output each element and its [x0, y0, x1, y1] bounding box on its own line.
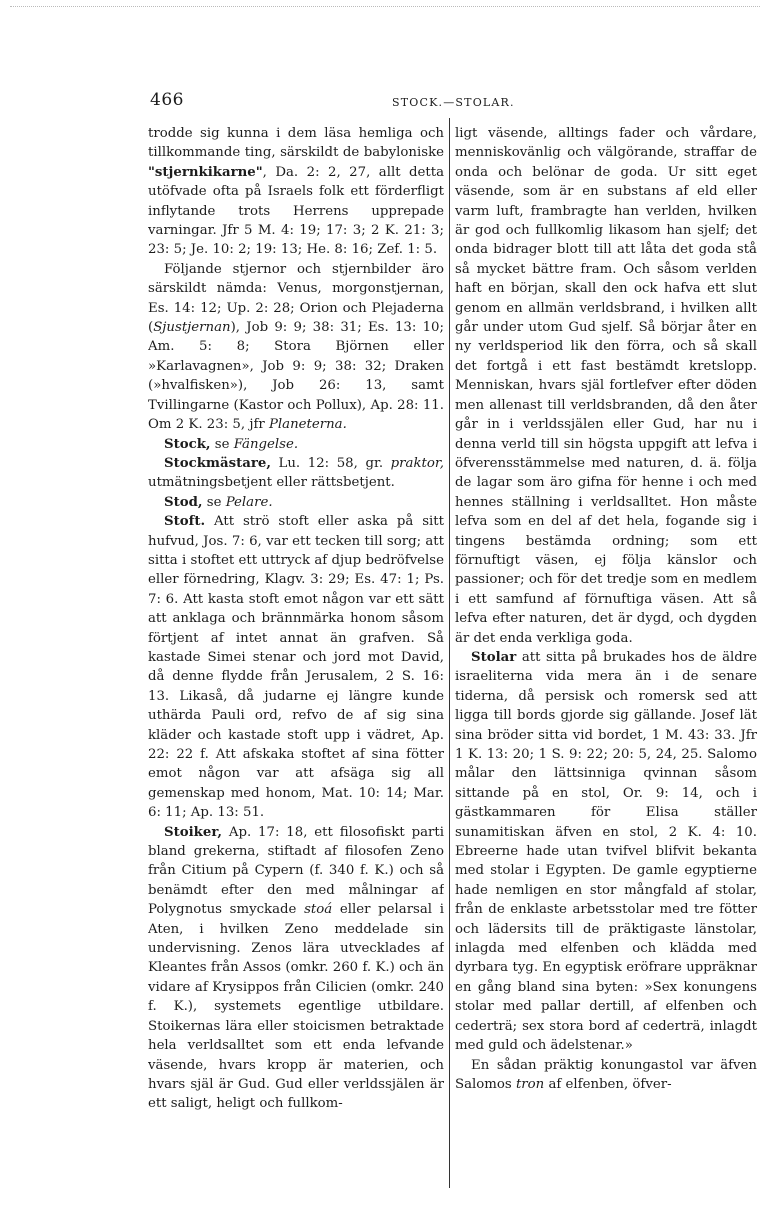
headword-stockmastare: Stockmästare, [164, 455, 271, 471]
cross-reference: Planeterna. [268, 417, 347, 433]
left-column [148, 124, 444, 1184]
column-divider [449, 118, 450, 1188]
paragraph-tron: En sådan präktig konungastol var äfven Salomos tron af elfenben, öfver- [455, 1057, 757, 1092]
cross-reference: Pelare. [225, 494, 273, 510]
headword-stoiker: Stoiker, [164, 824, 223, 840]
headword-stoft: Stoft. [164, 514, 206, 530]
entry-stockmastare: Stockmästare, Lu. 12: 58, gr. praktor, utmätningsbetjent eller rättsbetjent. [148, 455, 444, 491]
entry-stoiker: Stoiker, Ap. 17: 18, ett filosofiskt parti bland grekerna, stiftadt af filosofen Zeno från Citium på Cypern (f. 340 f. K.) och så benämdt efter den med målningar af Polygnotus smyckade stoá eller pelarsal i Aten, i hvilken Zeno meddelade sin undervisning. Zenos lära utvecklades af Kleantes från Assos (omkr. 260 f. K.) och än vidare af Krysippos från Cilicien (omkr. 240 f. K.), systemets egentlige utbildare. Stoikernas lära eller stoicismen betraktade hela verldsalltet som ett enda lefvande väsende, hvars kropp är materien, och hvars själ är Gud. Gud eller verldssjälen är ett saligt, heligt och fullkom- [148, 824, 444, 1112]
cross-reference: Fängelse. [233, 436, 299, 452]
entry-stoft: Stoft. Att strö stoft eller aska på sitt hufvud, Jos. 7: 6, var ett tecken till sorg; att sitta i stoftet ett uttryck af djup bedröfvelse eller förnedring, Klagv. 3: 29; Es. 47: 1; Ps. 7: 6. Att kasta stoft emot någon var ett sätt att anklaga och brännmärka honom såsom förtjent af intet annat än grafven. Så kastade Simei stenar och jord mot David, då denne flydde från Jerusalem, 2 S. 16: 13. Likaså, då judarne ej längre kunde uthärda Pauli ord, refvo de af sig sina kläder och kastade stoft upp i vädret, Ap. 22: 22 f. Att afskaka stoftet af sina fötter emot någon var att afsäga sig all gemenskap med honom, Mat. 10: 14; Mar. 6: 11; Ap. 13: 51. [148, 514, 444, 821]
page-edge-line [10, 6, 760, 7]
right-column [455, 124, 757, 1184]
headword-stolar: Stolar [471, 649, 517, 665]
entry-stock: Stock, se Fängelse. [164, 436, 299, 452]
emphasis-stjernkikarne: "stjernkikarne" [148, 164, 263, 180]
entry-stolar: Stolar att sitta på brukades hos de äldre israeliterna vida mera än i de senare tiderna, då persisk och romersk sed att ligga till bords gjorde sig gällande. Josef lät sina bröder sitta vid bordet, 1 M. 43: 33. Jfr 1 K. 13: 20; 1 S. 9: 22; 20: 5, 24, 25. Salomo målar den lättsinniga qvinnan såsom sittande på en stol, Or. 9: 14, och i gästkammaren för Elisa ställer sunamitiskan äfven en stol, 2 K. 4: 10. Ebreerne hade utan tvifvel blifvit bekanta med stolar i Egypten. De gamle egyptierne hade nemligen en stor mångfald af stolar, från de enklaste arbetsstolar med tre fötter och lädersits till de präktigaste länstolar, inlagda med elfenben och klädda med dyrbara tyg. En egyptisk eröfrare uppräknar en gång bland sina byten: »Sex konungens stolar med pallar dertill, af elfenben och cederträ; sex stora bord af cederträ, inlagdt med guld och ädelstenar.» [455, 649, 757, 1054]
paragraph-stjernor-named: Följande stjernor och stjernbilder äro särskildt nämda: Venus, morgonstjernan, Es. 14: 12; Up. 2: 28; Orion och Plejaderna (Sjustjernan), Job 9: 9; 38: 31; Es. 13: 10; Am. 5: 8; Stora Björnen eller »Karlavagnen», Job 9: 9; 38: 32; Draken (»hvalfisken»), Job 26: 13, samt Tvillingarne (Kastor och Pollux), Ap. 28: 11. Om 2 K. 23: 5, jfr Planeterna. [148, 261, 444, 433]
entry-stod: Stod, se Pelare. [164, 494, 273, 510]
paragraph-stjernor-cont: trodde sig kunna i dem läsa hemliga och tillkommande ting, särskildt de babyloniske "stjernkikarne", Da. 2: 2, 27, allt detta utöfvade ofta på Israels folk ett förderfligt inflytande trots Herrens upprepade varningar. Jfr 5 M. 4: 19; 17: 3; 2 K. 21: 3; 23: 5; Je. 10: 2; 19: 13; He. 8: 16; Zef. 1: 5. [148, 126, 444, 258]
paragraph-stoiker-cont: ligt väsende, alltings fader och vårdare, menniskovänlig och välgörande, straffar de onda och belönar de goda. Ur sitt eget väsende, som är en substans af eld eller varm luft, frambragte han verlden, hvilken är god och fullkomlig likasom han sjelf; det onda bidrager blott till att låta det goda stå så mycket bättre fram. Och såsom verlden haft en början, skall den ock hafva ett slut genom en allmän verldsbrand, i hvilken allt går under utom Gud sjelf. Så börjar åter en ny verldsperiod lik den förra, och så skall det fortgå i ett fast bestämdt kretslopp. Menniskan, hvars själ fortlefver efter döden men allenast till verldsbranden, då den åter går in i verldssjälen eller Gud, har nu i denna verld till sin högsta uppgift att lefva i öfverensstämmelse med naturen, d. ä. följa de lagar som äro gifna för henne i och med hennes ställning i verldsalltet. Hon måste lefva som en del af det hela, fogande sig i tingens bestämda ordning; som ett förnuftigt väsen, ej följa känslor och passioner; och för det tredje som en medlem i ett samfund af förnuftiga väsen. Att så lefva efter naturen, det är dygd, och dygden är det enda verkliga goda. [455, 126, 757, 646]
running-head: STOCK.—STOLAR. [392, 96, 515, 109]
headword-stod: Stod, [164, 494, 203, 510]
headword-stock: Stock, [164, 436, 211, 452]
page-number: 466 [150, 90, 184, 110]
